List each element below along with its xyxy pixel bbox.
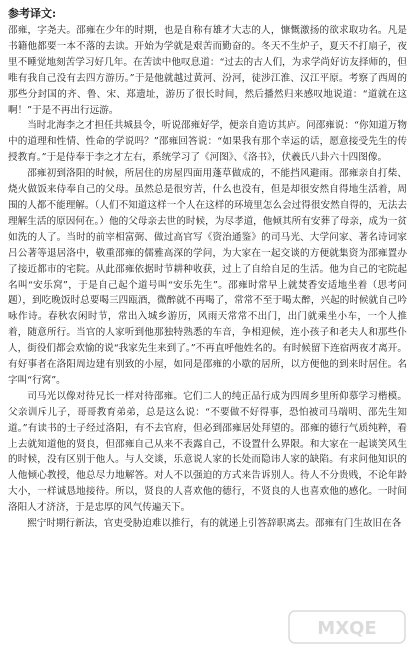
- watermark-logo-icon: [287, 607, 407, 647]
- watermark-logo: [287, 607, 407, 647]
- svg-text:MXQE: MXQE: [317, 618, 377, 639]
- paragraph-5: 熙宁时期行新法，官吏受胁迫难以推行，有的就递上引答辞职离去。邵雍有门生故旧在各: [27, 518, 402, 530]
- paragraph-4: 司马光以像对待兄长一样对待邵雍。它们二人的纯正品行成为四周乡里所仰慕学习楷模。父亲训斥儿子，哥哥教育弟弟，总是这么说：“不要做不好得事，恐怕被司马端明、邵先生知道。”有读书的士子经过洛阳，有不去官府，但必到邵雍居处拜望的。邵雍的德行气质纯粹，看上去就知道他的贤良，但邵雍自己从来不表露自己，不设置什么界限。和大家在一起谈笑风生的时候，没有区别于他人。与人交谈，乐意说人家的长处而隐讳人家的缺陷。有求问他知识的人他倾心教授，他总尽力地解答。对人不以强迫的方式来告诉别人。待人不分贵贱，不论年龄大小，一样诚恳地接待。所以，贤良的人喜欢他的德行，不贤良的人也喜欢他的感化。一时间洛阳人才济济，于是忠厚的风气传遍天下。: [8, 390, 407, 514]
- paragraph-1: 邵雍，字尧夫。邵雍在少年的时期，也是自称有雄才大志的人，慷慨激扬的欲求取功名。凡是书籍他都要一本不落的去读。开始为学就是艰苦而勤奋的。冬天不生炉子，夏天不打扇子，夜里不睡觉地刻苦学习好几年。在苦读中他叹息道：“过去的古人们，为求学尚好访友择师的，但唯有我自己没有去四方游历。”于是他就越过黄河、汾河，徒涉江淮、汉江平原。考察了西周的那些分封国的齐、鲁、宋、郑遗址，游历了很长时间，然后播然归来感叹地说道：“道就在这啊！”于是不再出行远游。: [8, 25, 407, 116]
- section-heading: 参考译文:: [8, 7, 57, 20]
- paragraph-2: 当时北海李之才担任共城县令，听说邵雍好学，便亲自造访其庐。问邵雍说：“你知道万物中的道理和性情、性命的学说吗？”邵雍回答说：“如果我有那个幸运的话，愿意接受先生的传授教育。”于是侍奉于李之才左右，系统学习了《河图》、《洛书》，伏羲氏八卦六十四图像。: [8, 120, 407, 164]
- paragraph-3: 邵雍初到洛阳的时候，所居住的房屋四面用蓬草做成的，不能挡风避雨。邵雍亲自打柴、烧火做饭来侍奉自己的父母。虽然总是很穷苦，什么也没有，但是却很安然自得地生活着，周围的人都不能理解。（人们不知道这样一个人在这样的环境里怎么会过得很安然自得的，无法去理解生活的原因何在。）他的父母亲去世的时候，为尽孝道，他倾其所有安葬了母亲，成为一贫如洗的人了。当时的前宰相富弼、做过高官写《资治通鉴》的司马光、大学问家、著名诗词家吕公著等退居洛中，敬重邵雍的儒雅高深的学问，为大家在一起交谈的方便就集资为邵雍置办了接近都市的宅院。从此邵雍依据时节耕种收获，过上了自给自足的生活。他为自己的宅院起名叫“安乐窝”，于是自己起个道号叫“安乐先生”。邵雍时常早上就焚香安适地坐着（思考问题），到吃晚饭时总要喝三四瓯酒，微醉就不再喝了，常常不至于喝太醉，兴起的时候就自己吟咏作诗。春秋农闲时节，常出入城乡游历，风雨天常常不出门，出门就乘坐小车，一个人推着，随意所行。当官的人家听到他那独特熟悉的车音，争相迎候，连小孩子和老夫人和那些仆人，街役们都会欢愉的说“我家先生来到了。”不再直呼他姓名的。有时候留下连宿两夜才离开。有好事者在洛阳周边建有别致的小屋，如同是邵雍的小歇的居所，以方便他的到来时居住。名字叫“行窝”。: [8, 168, 407, 386]
